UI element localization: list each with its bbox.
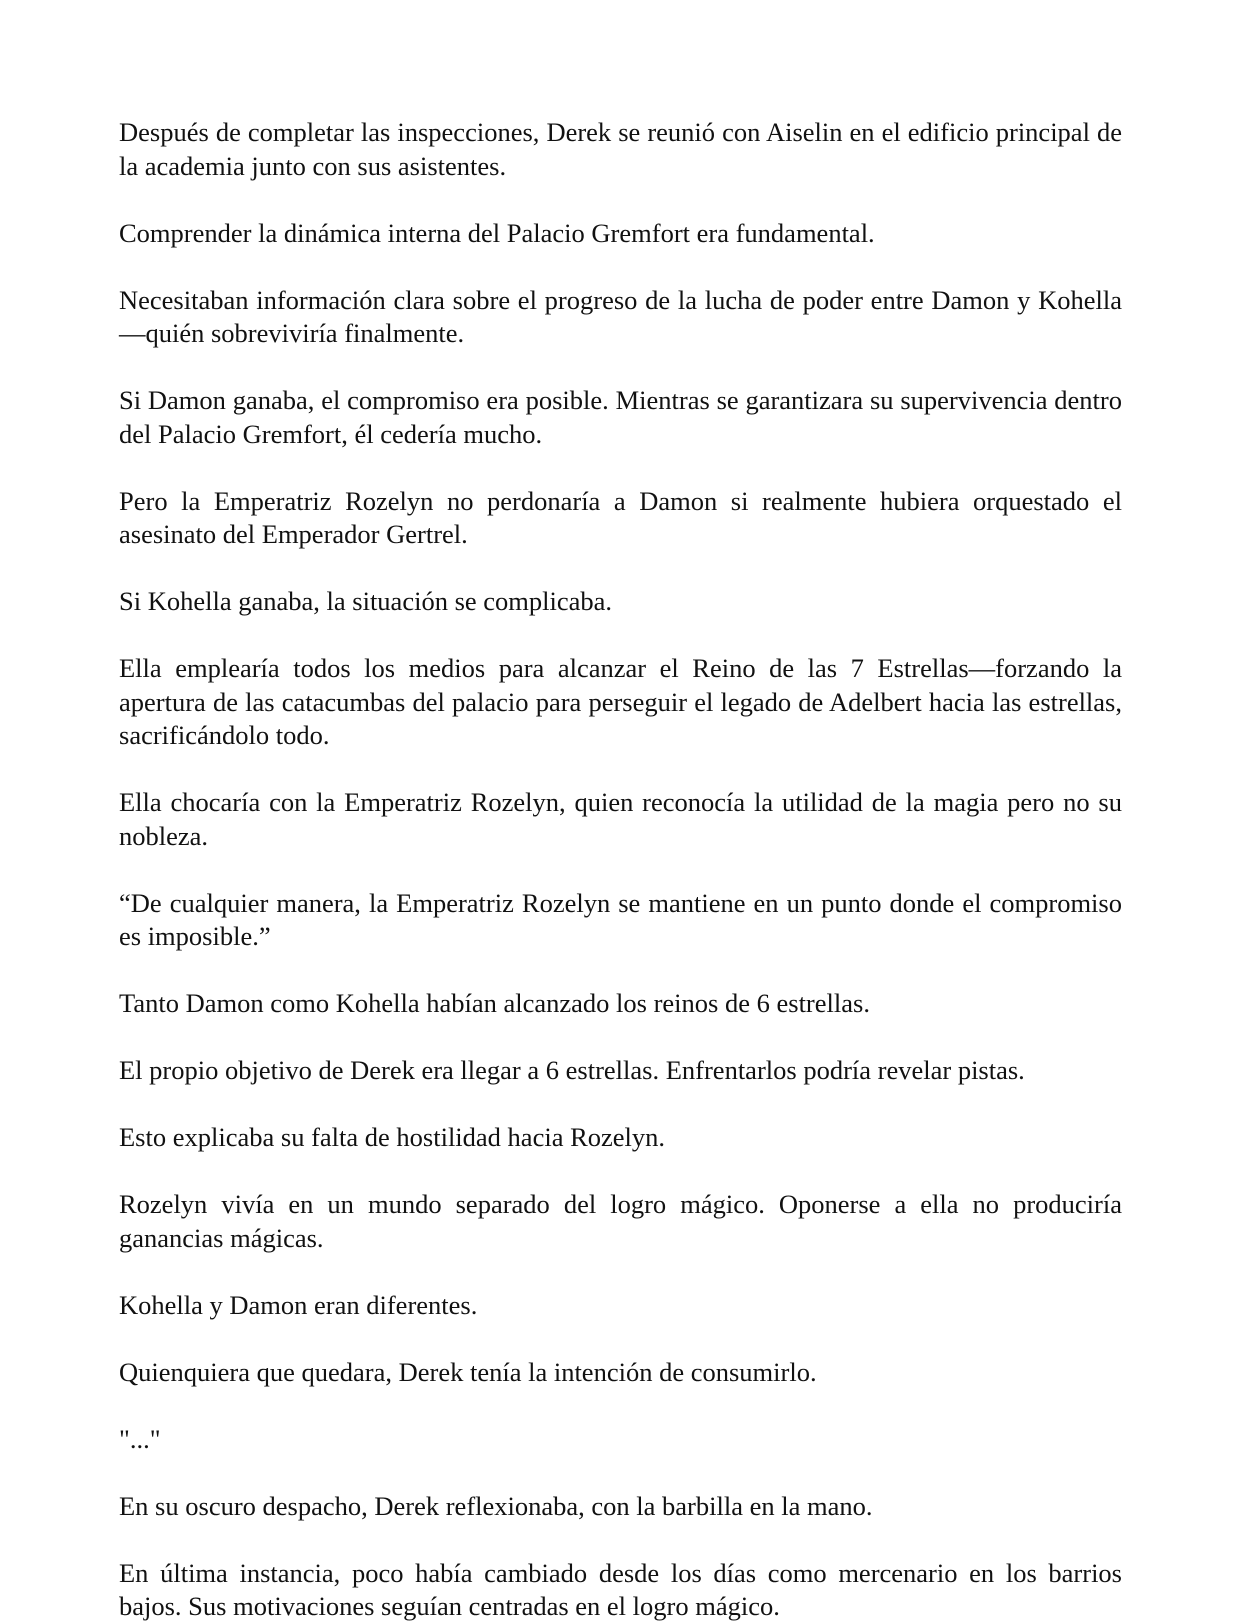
paragraph: El propio objetivo de Derek era llegar a 6 estrellas. Enfrentarlos podría revelar pistas. (119, 1055, 1025, 1085)
paragraph: En su oscuro despacho, Derek reflexionaba, con la barbilla en la mano. (119, 1490, 873, 1521)
document-page (119, 116, 1122, 1624)
paragraph: Quienquiera que quedara, Derek tenía la intención de consumirlo. (119, 1356, 817, 1387)
paragraph: Esto explicaba su falta de hostilidad hacia Rozelyn. (119, 1122, 666, 1152)
paragraph: Comprender la dinámica interna del Palacio Gremfort era fundamental. (119, 217, 875, 248)
paragraph: Necesitaban información clara sobre el progreso de la lucha de poder entre Damon y Kohella—quién sobreviviría finalmente. (119, 284, 1122, 348)
paragraph: Después de completar las inspecciones, Derek se reunió con Aiselin en el edificio principal de la academia junto con sus asistentes. (119, 117, 1122, 181)
paragraph: Ella chocaría con la Emperatriz Rozelyn, quien reconocía la utilidad de la magia pero no su nobleza. (119, 787, 1122, 851)
paragraph: En última instancia, poco había cambiado desde los días como mercenario en los barrios bajos. Sus motivaciones seguían centradas en el logro mágico. (119, 1557, 1122, 1621)
paragraph: Si Damon ganaba, el compromiso era posible. Mientras se garantizara su supervivencia dentro del Palacio Gremfort, él cedería mucho. (119, 385, 1122, 449)
paragraph: Kohella y Damon eran diferentes. (119, 1289, 478, 1320)
paragraph: Si Kohella ganaba, la situación se complicaba. (119, 586, 613, 616)
paragraph: Ella emplearía todos los medios para alcanzar el Reino de las 7 Estrellas—forzando la apertura de las catacumbas del palacio para perseguir el legado de Adelbert hacia las estrellas, sacrificándolo todo. (119, 653, 1122, 750)
paragraph: Pero la Emperatriz Rozelyn no perdonaría a Damon si realmente hubiera orquestado el asesinato del Emperador Gertrel. (119, 485, 1122, 549)
paragraph: "..." (119, 1423, 161, 1454)
paragraph: Rozelyn vivía en un mundo separado del logro mágico. Oponerse a ella no produciría ganancias mágicas. (119, 1189, 1122, 1253)
paragraph: “De cualquier manera, la Emperatriz Rozelyn se mantiene en un punto donde el compromiso es imposible.” (119, 887, 1122, 951)
paragraph: Tanto Damon como Kohella habían alcanzado los reinos de 6 estrellas. (119, 988, 870, 1018)
